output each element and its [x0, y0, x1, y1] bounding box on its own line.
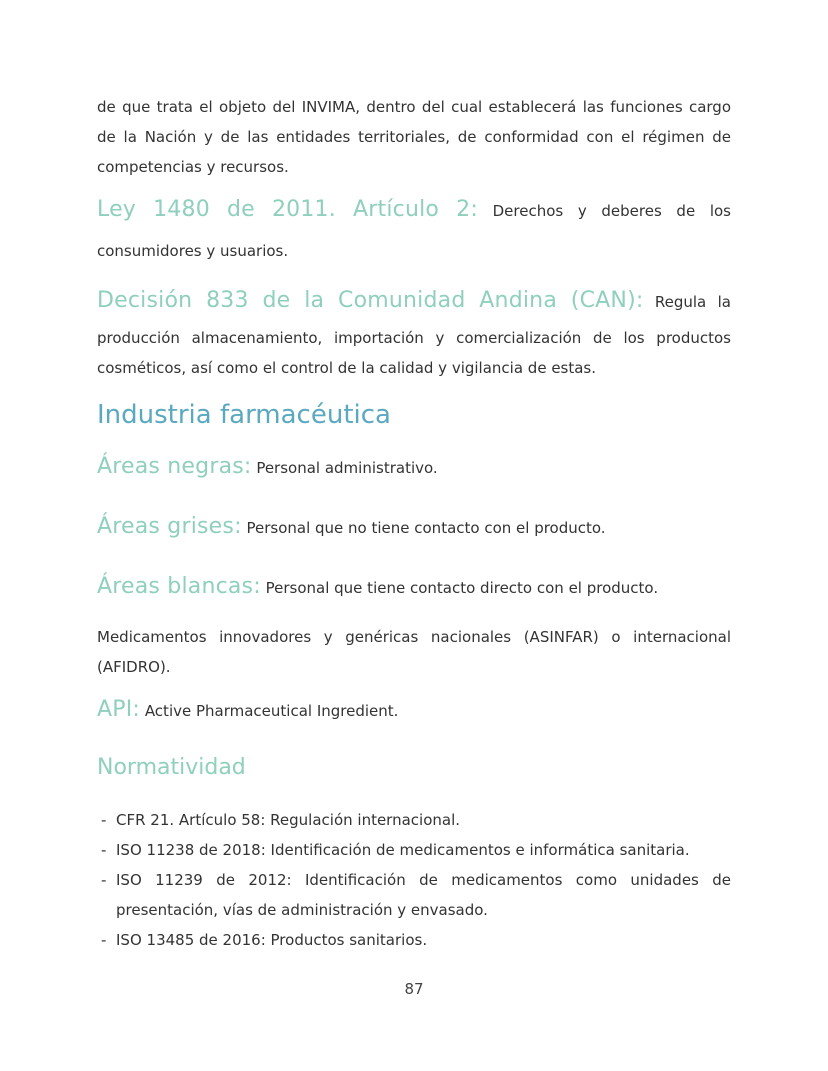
list-dash: -	[101, 931, 107, 949]
page-number: 87	[404, 980, 424, 998]
normatividad-list	[97, 805, 731, 955]
industria-heading: Industria farmacéutica	[97, 400, 391, 430]
api-entry	[97, 690, 731, 731]
ley-1480-entry	[97, 190, 731, 271]
list-dash: -	[101, 841, 107, 859]
intro-paragraph: de que trata el objeto del INVIMA, dentro del cual establecerá las funciones cargo de la Nación y de las entidades territoriales, de conformidad con el régimen de competencias y recursos.	[97, 98, 731, 176]
area-grises	[97, 507, 731, 548]
area-lead: Áreas grises:	[97, 514, 242, 539]
list-dash: -	[101, 811, 107, 829]
api-lead: API:	[97, 697, 141, 722]
ley-1480-lead: Ley 1480 de 2011. Artículo 2:	[97, 197, 478, 222]
normatividad-heading: Normatividad	[97, 755, 246, 780]
area-text: Personal que no tiene contacto con el producto.	[246, 519, 606, 537]
decision-833-lead: Decisión 833 de la Comunidad Andina (CAN):	[97, 288, 644, 313]
api-text: Active Pharmaceutical Ingredient.	[144, 702, 399, 720]
area-text: Personal que tiene contacto directo con el producto.	[265, 579, 659, 597]
ley-1480-text: Derechos y deberes de los consumidores y usuarios.	[97, 202, 731, 260]
area-lead: Áreas blancas:	[97, 574, 261, 599]
area-blancas	[97, 567, 731, 608]
list-item-text: CFR 21. Artículo 58: Regulación internacional.	[116, 811, 461, 829]
list-item-text: ISO 13485 de 2016: Productos sanitarios.	[116, 931, 428, 949]
decision-833-text-rest: producción almacenamiento, importación y comercialización de los productos cosméticos, así como el control de la calidad y vigilancia de estas.	[97, 329, 731, 377]
list-item	[97, 925, 731, 955]
decision-833-first-line	[97, 280, 731, 323]
medicamentos-paragraph: Medicamentos innovadores y genéricas nacionales (ASINFAR) o internacional (AFIDRO).	[97, 628, 731, 676]
list-dash: -	[101, 871, 107, 889]
list-item-text: ISO 11239 de 2012: Identificación de medicamentos como unidades de presentación, vías de administración y envasado.	[116, 871, 731, 919]
decision-833-entry	[97, 280, 731, 383]
document-page	[97, 92, 731, 955]
area-negras	[97, 447, 731, 488]
list-item	[97, 805, 731, 835]
list-item	[97, 865, 731, 925]
areas-list	[97, 447, 731, 608]
decision-833-text-first: Regula la	[654, 293, 731, 311]
area-lead: Áreas negras:	[97, 454, 252, 479]
area-text: Personal administrativo.	[256, 459, 438, 477]
list-item	[97, 835, 731, 865]
list-item-text: ISO 11238 de 2018: Identificación de medicamentos e informática sanitaria.	[116, 841, 690, 859]
